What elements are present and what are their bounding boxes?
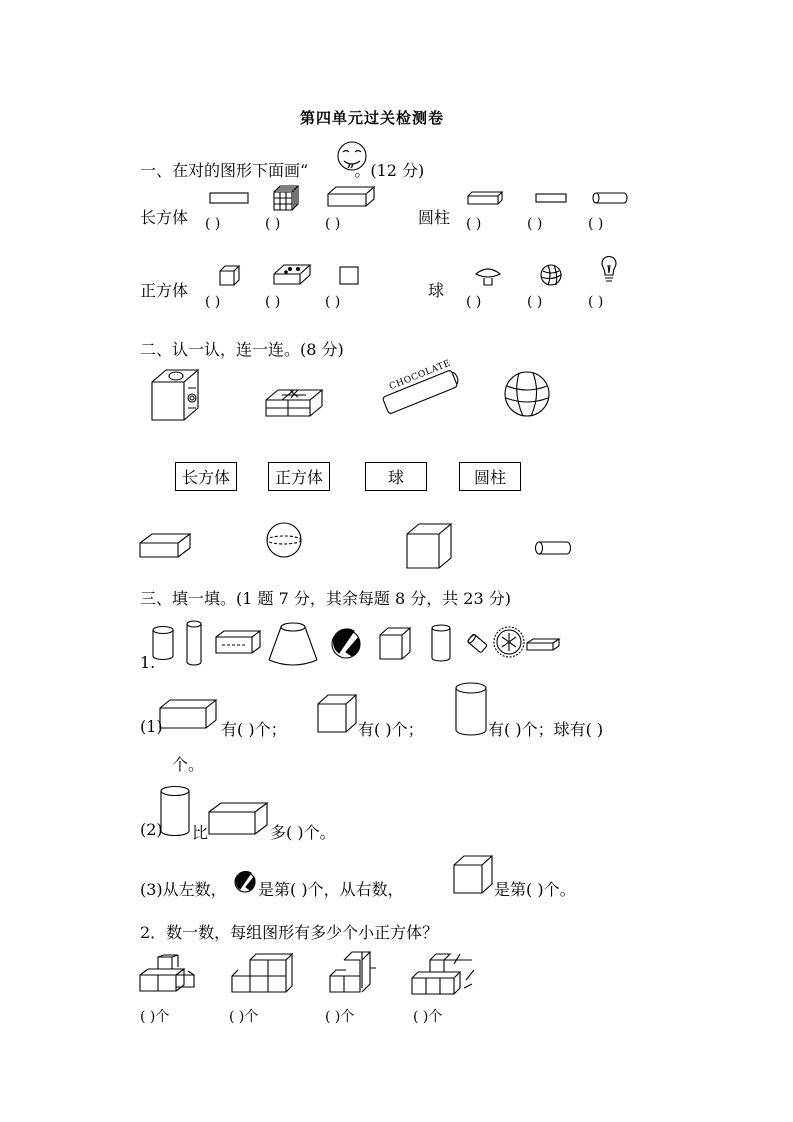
q2-answer-3[interactable]: ( )个: [325, 1009, 355, 1025]
answer-blank[interactable]: ( ): [325, 294, 341, 310]
label-cylinder: 圆柱: [418, 208, 451, 227]
square-icon: [340, 267, 362, 287]
cube-stack-4-icon: [410, 950, 476, 998]
mushroom-cap-icon: [474, 266, 506, 288]
cuboid-dashed-icon: [216, 629, 264, 657]
gift-box-icon: [266, 388, 326, 420]
cylinder-q2-icon: [160, 786, 194, 838]
answer-blank[interactable]: ( ): [205, 294, 221, 310]
rectangle-flat-icon: [536, 194, 568, 204]
answer-blank[interactable]: ( ): [265, 294, 281, 310]
answer-blank[interactable]: ( ): [205, 216, 221, 232]
sub1-text-c: 有( )个；: [358, 720, 424, 739]
question-2: 2．数一数，每组图形有多少个小正方体？: [140, 923, 439, 942]
frustum-icon: [267, 622, 319, 668]
sub1-text-b: 有( )个；: [221, 720, 287, 739]
q2-answer-4[interactable]: ( )个: [413, 1009, 443, 1025]
answer-blank[interactable]: ( ): [588, 294, 604, 310]
cube-stack-3-icon: [328, 950, 378, 998]
domino-box-icon: [274, 264, 312, 288]
cube-q1-icon: [318, 694, 358, 734]
sub3-text-b: 是第( )个，从右数，: [258, 880, 404, 899]
sub3-text-c: 是第( )个。: [494, 880, 576, 899]
striped-ball-icon: [331, 629, 363, 661]
basketball-icon: [503, 370, 553, 420]
chocolate-text: CHOCOLATE: [388, 358, 453, 393]
cylinder-upright-2-icon: [431, 624, 453, 664]
cylinder-shape-icon: [535, 541, 575, 557]
smiley-face-icon: [334, 140, 374, 174]
ball-icon: [540, 264, 564, 288]
section2-heading: 二、认一认，连一连。(8 分): [140, 340, 344, 359]
label-cuboid: 长方体: [140, 208, 189, 227]
cube-shape-icon: [407, 522, 453, 570]
match-box-cuboid[interactable]: 长方体: [175, 462, 237, 491]
striped-ball-q3-icon: [234, 871, 258, 895]
sub2-text-c: 多( )个。: [270, 823, 336, 842]
cylinder-q1-icon: [455, 682, 491, 738]
answer-blank[interactable]: ( ): [265, 216, 281, 232]
answer-blank[interactable]: ( ): [527, 216, 543, 232]
section1-heading-post: ”。(12 分): [346, 161, 425, 180]
sub2-label: (2): [140, 820, 163, 839]
tilted-cylinder-icon: [466, 632, 490, 656]
speaker-box-icon: [152, 368, 208, 424]
question-1-number: 1.: [140, 653, 156, 672]
cylinder-lying-icon: [592, 192, 632, 206]
cuboid-flat-icon: [210, 193, 250, 207]
cuboid-shape-icon: [140, 533, 192, 559]
section1-heading-pre: 一、在对的图形下面画“: [140, 161, 309, 180]
sphere-shape-icon: [266, 522, 306, 562]
sub2-text-b: 比: [192, 823, 209, 842]
cube-q3-icon: [454, 855, 494, 895]
sub1-text-d: 有( )个；球有( ): [488, 720, 604, 739]
label-sphere: 球: [428, 281, 445, 300]
label-cube: 正方体: [140, 281, 189, 300]
cuboid-q2-icon: [209, 802, 269, 836]
match-box-cube[interactable]: 正方体: [268, 462, 330, 491]
cube-stack-1-icon: [140, 955, 202, 997]
cube-upright-icon: [380, 627, 414, 661]
sub3-text-a: (3)从左数，: [140, 880, 227, 899]
page-title: 第四单元过关检测卷: [300, 109, 445, 127]
section1-heading: [140, 158, 424, 181]
cuboid-box-icon: [328, 186, 376, 210]
lightbulb-icon: [600, 258, 620, 288]
sub1-label: (1): [140, 717, 163, 736]
match-box-sphere[interactable]: 球: [365, 462, 427, 491]
answer-blank[interactable]: ( ): [325, 216, 341, 232]
q2-answer-2[interactable]: ( )个: [229, 1009, 259, 1025]
rubik-cube-icon: [274, 186, 300, 212]
answer-blank[interactable]: ( ): [466, 216, 482, 232]
cube-stack-2-icon: [230, 950, 292, 996]
cuboid-thin-icon: [468, 192, 508, 206]
sub1-text-cont: 个。: [172, 755, 205, 774]
cylinder-upright-icon: [152, 626, 176, 662]
answer-blank[interactable]: ( ): [527, 294, 543, 310]
cylinder-tall-icon: [186, 620, 206, 668]
cuboid-q1-icon: [160, 698, 220, 732]
section3-heading: 三、填一填。(1 题 7 分，其余每题 8 分，共 23 分): [140, 589, 511, 608]
answer-blank[interactable]: ( ): [588, 216, 604, 232]
cube-small-icon: [220, 266, 242, 288]
answer-blank[interactable]: ( ): [466, 294, 482, 310]
thin-cuboid-icon: [527, 638, 563, 652]
dotted-ball-icon: [492, 625, 528, 661]
match-box-cylinder[interactable]: 圆柱: [459, 462, 521, 491]
q2-answer-1[interactable]: ( )个: [140, 1009, 170, 1025]
